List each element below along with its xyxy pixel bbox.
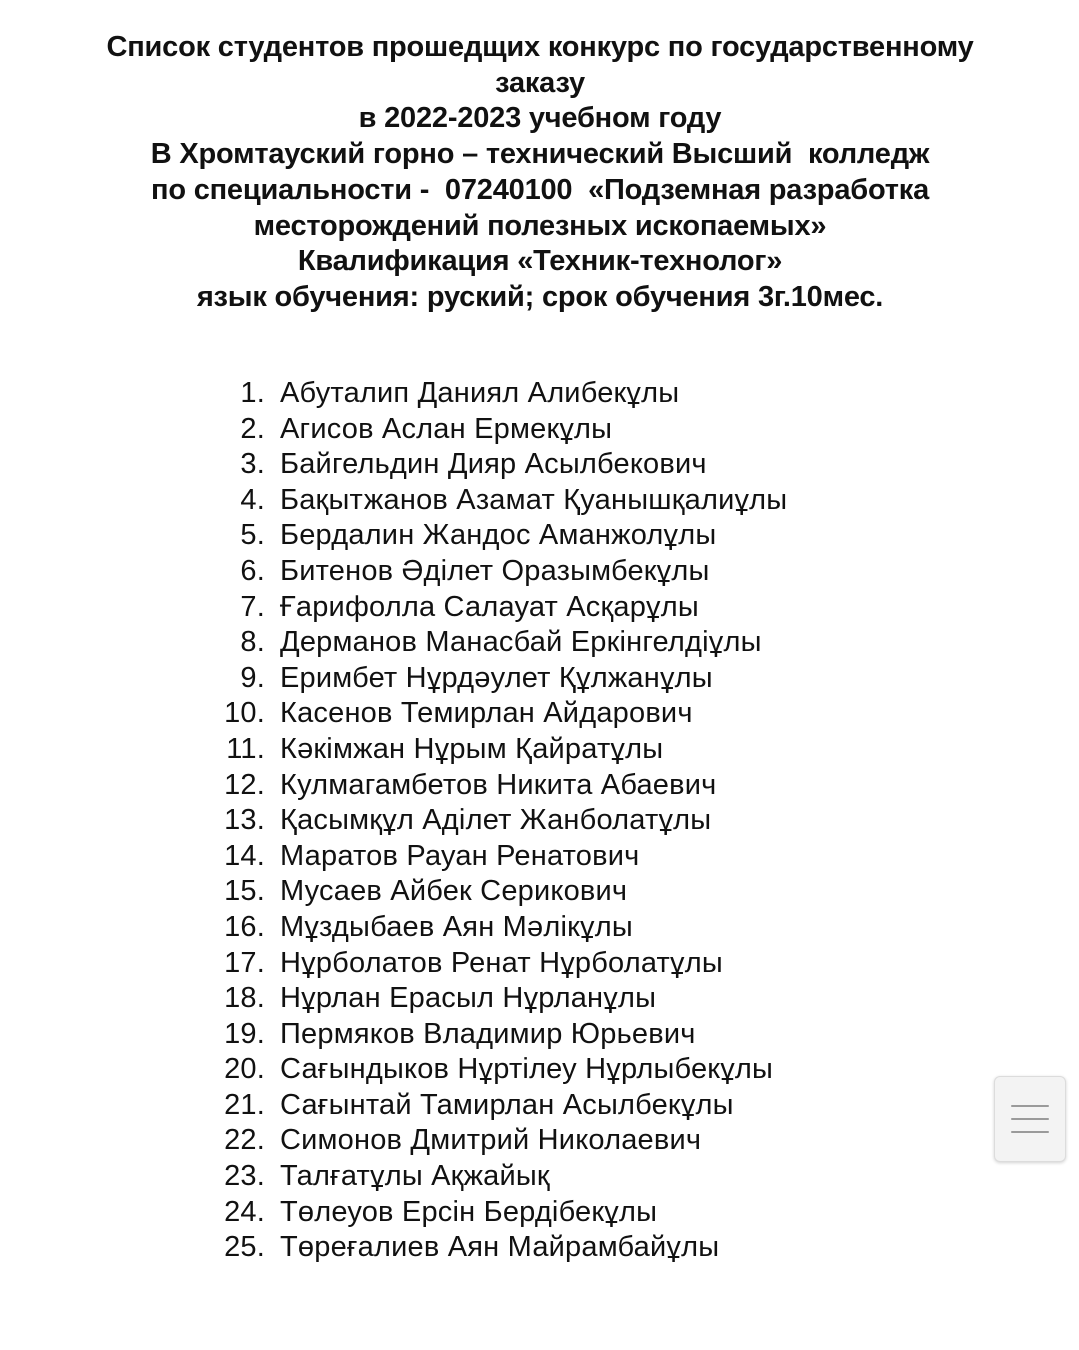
- student-name: Маратов Рауан Ренатович: [280, 839, 640, 872]
- list-item: [200, 1088, 960, 1124]
- student-name: Мұздыбаев Аян Мәлікұлы: [280, 910, 633, 943]
- student-name: Қасымқұл Аділет Жанболатұлы: [280, 804, 712, 837]
- student-name: Симонов Дмитрий Николаевич: [280, 1124, 702, 1157]
- header-line-5: по специальности - 07240100 «Подземная разработка: [151, 173, 929, 206]
- student-name: Нұрболатов Ренат Нұрболатұлы: [280, 946, 723, 979]
- list-item: [200, 981, 960, 1017]
- list-item: [200, 839, 960, 875]
- student-name: Байгельдин Дияр Асылбекович: [280, 448, 707, 481]
- header-line-7: Квалификация «Техник-технолог»: [297, 245, 783, 278]
- document-header: [40, 30, 1040, 316]
- list-item: [200, 803, 960, 839]
- list-item: [200, 412, 960, 448]
- list-item-number: 7.: [240, 590, 265, 623]
- menu-button[interactable]: [994, 1076, 1066, 1162]
- hamburger-menu-icon: [1011, 1131, 1049, 1133]
- list-item-number: 15.: [224, 875, 265, 908]
- student-name: Талғатұлы Ақжайық: [280, 1160, 550, 1193]
- student-name: Мусаев Айбек Серикович: [280, 875, 628, 908]
- hamburger-menu-icon: [1011, 1118, 1049, 1120]
- list-item: [200, 447, 960, 483]
- list-item: [200, 696, 960, 732]
- list-item-number: 6.: [240, 554, 265, 587]
- list-item-number: 16.: [224, 910, 265, 943]
- list-item-number: 25.: [224, 1231, 265, 1264]
- header-line-1: Список студентов прошедщих конкурс по государственному: [106, 31, 974, 63]
- student-name: Сағындыков Нұртілеу Нұрлыбекұлы: [280, 1053, 774, 1086]
- student-name: Еримбет Нұрдәулет Құлжанұлы: [280, 661, 713, 694]
- student-name: Дерманов Манасбай Еркінгелдіұлы: [280, 626, 762, 659]
- list-item-number: 17.: [224, 946, 265, 979]
- list-item-number: 24.: [224, 1195, 265, 1228]
- list-item-number: 12.: [224, 768, 265, 801]
- list-item: [200, 1123, 960, 1159]
- list-item: [200, 874, 960, 910]
- list-item-number: 1.: [240, 377, 265, 409]
- list-item-number: 10.: [224, 697, 265, 730]
- list-item: [200, 910, 960, 946]
- student-list: [200, 376, 960, 1266]
- list-item: [200, 590, 960, 626]
- student-name: Битенов Әділет Оразымбекұлы: [280, 554, 710, 587]
- list-item: [200, 1017, 960, 1053]
- list-item: [200, 1195, 960, 1231]
- header-line-6: месторождений полезных ископаемых»: [253, 209, 827, 242]
- list-item-number: 21.: [224, 1088, 265, 1121]
- list-item-number: 8.: [240, 626, 265, 659]
- student-name: Бақытжанов Азамат Қуанышқалиұлы: [280, 483, 788, 516]
- list-item: [200, 518, 960, 554]
- list-item: [200, 1159, 960, 1195]
- hamburger-menu-icon: [1011, 1105, 1049, 1107]
- list-item-number: 19.: [224, 1017, 265, 1050]
- list-item-number: 4.: [240, 483, 265, 516]
- list-item: [200, 625, 960, 661]
- list-item-number: 5.: [240, 519, 265, 552]
- list-item: [200, 732, 960, 768]
- list-item-number: 22.: [224, 1124, 265, 1157]
- header-line-3: в 2022-2023 учебном году: [358, 102, 722, 135]
- student-name: Пермяков Владимир Юрьевич: [280, 1017, 696, 1050]
- list-item-number: 14.: [224, 839, 265, 872]
- list-item: [200, 483, 960, 519]
- student-name: Абуталип Даниял Алибекұлы: [280, 377, 680, 409]
- student-name: Төреғалиев Аян Майрамбайұлы: [280, 1231, 720, 1264]
- list-item-number: 11.: [226, 732, 265, 765]
- header-line-8: язык обучения: руский; срок обучения 3г.10мес.: [196, 280, 884, 313]
- student-name: Кәкімжан Нұрым Қайратұлы: [280, 732, 664, 765]
- list-item-number: 18.: [224, 982, 265, 1015]
- student-name: Ғарифолла Салауат Асқарұлы: [280, 590, 699, 623]
- list-item-number: 20.: [224, 1053, 265, 1086]
- list-item-number: 3.: [240, 448, 265, 481]
- student-name: Төлеуов Ерсін Бердібекұлы: [280, 1195, 658, 1228]
- student-name: Сағынтай Тамирлан Асылбекұлы: [280, 1088, 734, 1121]
- student-name: Кулмагамбетов Никита Абаевич: [280, 768, 717, 801]
- list-item: [200, 768, 960, 804]
- list-item: [200, 946, 960, 982]
- list-item-number: 13.: [224, 804, 265, 837]
- list-item: [200, 661, 960, 697]
- list-item: [200, 376, 960, 412]
- header-line-2: заказу: [495, 66, 585, 99]
- list-item: [200, 554, 960, 590]
- student-name: Нұрлан Ерасыл Нұрланұлы: [280, 982, 657, 1015]
- list-item-number: 23.: [224, 1160, 265, 1193]
- list-item-number: 2.: [240, 412, 265, 445]
- list-item: [200, 1230, 960, 1266]
- list-item-number: 9.: [240, 661, 265, 694]
- student-name: Агисов Аслан Ермекұлы: [280, 412, 613, 445]
- student-name: Бердалин Жандос Аманжолұлы: [280, 519, 717, 552]
- student-name: Касенов Темирлан Айдарович: [280, 697, 693, 730]
- header-line-4: В Хромтауский горно – технический Высший колледж: [150, 138, 930, 171]
- list-item: [200, 1052, 960, 1088]
